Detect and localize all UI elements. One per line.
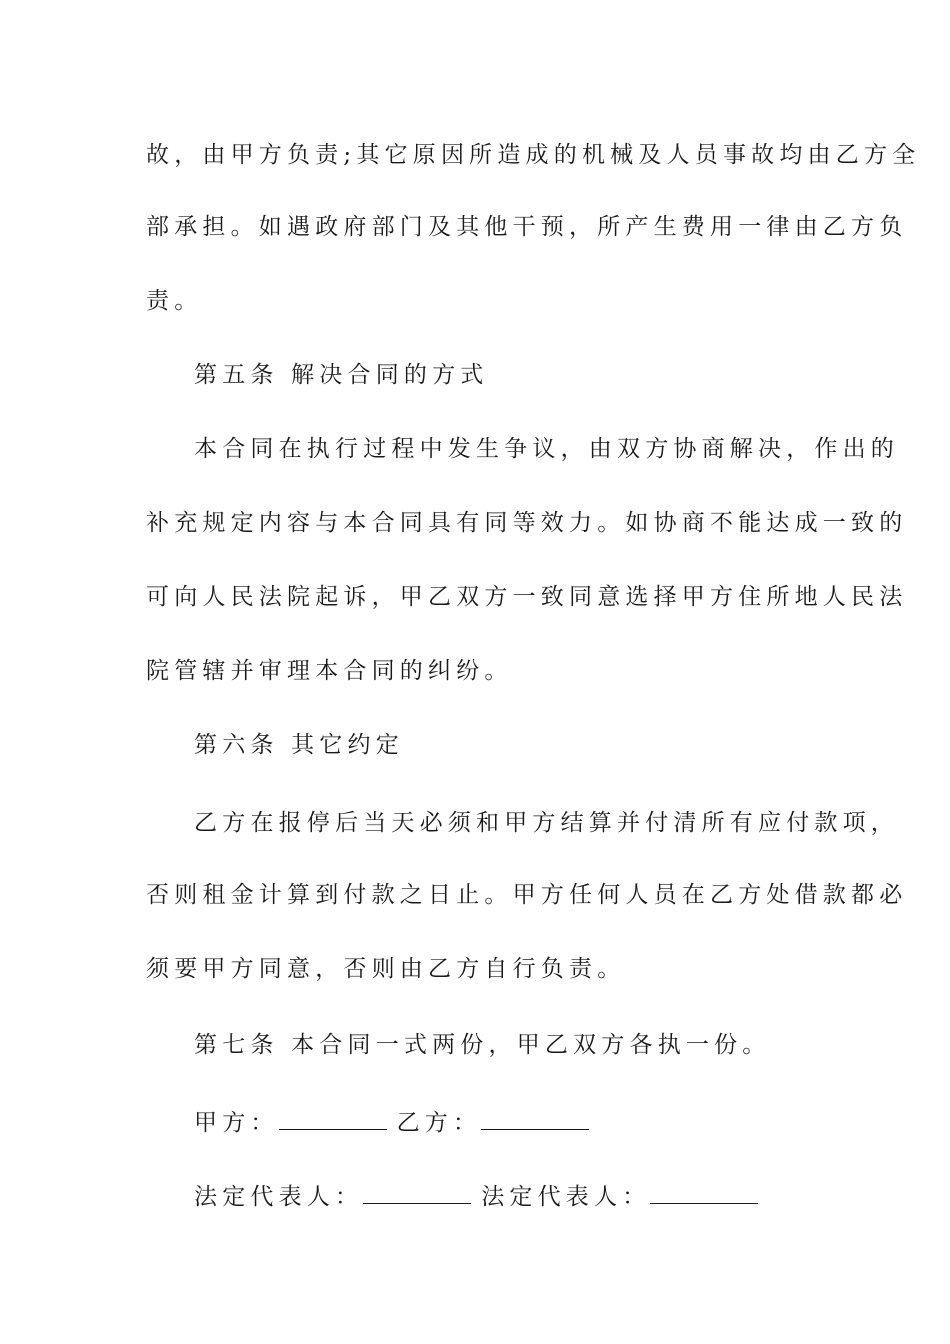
body-text-line: 否则租金计算到付款之日止。甲方任何人员在乙方处借款都必	[146, 882, 908, 908]
legal-rep-b-blank	[650, 1183, 758, 1204]
body-text-line: 补充规定内容与本合同具有同等效力。如协商不能达成一致的	[146, 510, 908, 536]
legal-rep-a-blank	[363, 1183, 471, 1204]
party-a-blank	[279, 1109, 387, 1130]
signature-row-parties	[194, 1108, 599, 1138]
body-text-line: 故，由甲方负责;其它原因所造成的机械及人员事故均由乙方全	[146, 142, 921, 168]
body-text-line: 部承担。如遇政府部门及其他干预，所产生费用一律由乙方负	[146, 214, 908, 240]
section-heading-5: 第五条 解决合同的方式	[194, 362, 489, 388]
legal-rep-b-label: 法定代表人：	[481, 1184, 651, 1210]
party-b-label: 乙方：	[396, 1110, 482, 1136]
legal-rep-a-label: 法定代表人：	[194, 1184, 364, 1210]
body-text-line: 本合同在执行过程中发生争议，由双方协商解决，作出的	[194, 436, 899, 462]
signature-row-legal-reps	[194, 1182, 768, 1212]
party-b-blank	[481, 1109, 589, 1130]
party-a-label: 甲方：	[194, 1110, 279, 1136]
body-text-line: 乙方在报停后当天必须和甲方结算并付清所有应付款项，	[194, 810, 899, 836]
body-text-line: 责。	[146, 288, 203, 314]
body-text-line: 须要甲方同意，否则由乙方自行负责。	[146, 956, 626, 982]
section-heading-7: 第七条 本合同一式两份，甲乙双方各执一份。	[194, 1032, 771, 1058]
body-text-line: 可向人民法院起诉，甲乙双方一致同意选择甲方住所地人民法	[146, 584, 908, 610]
section-heading-6: 第六条 其它约定	[194, 732, 404, 758]
body-text-line: 院管辖并审理本合同的纠纷。	[146, 658, 513, 684]
